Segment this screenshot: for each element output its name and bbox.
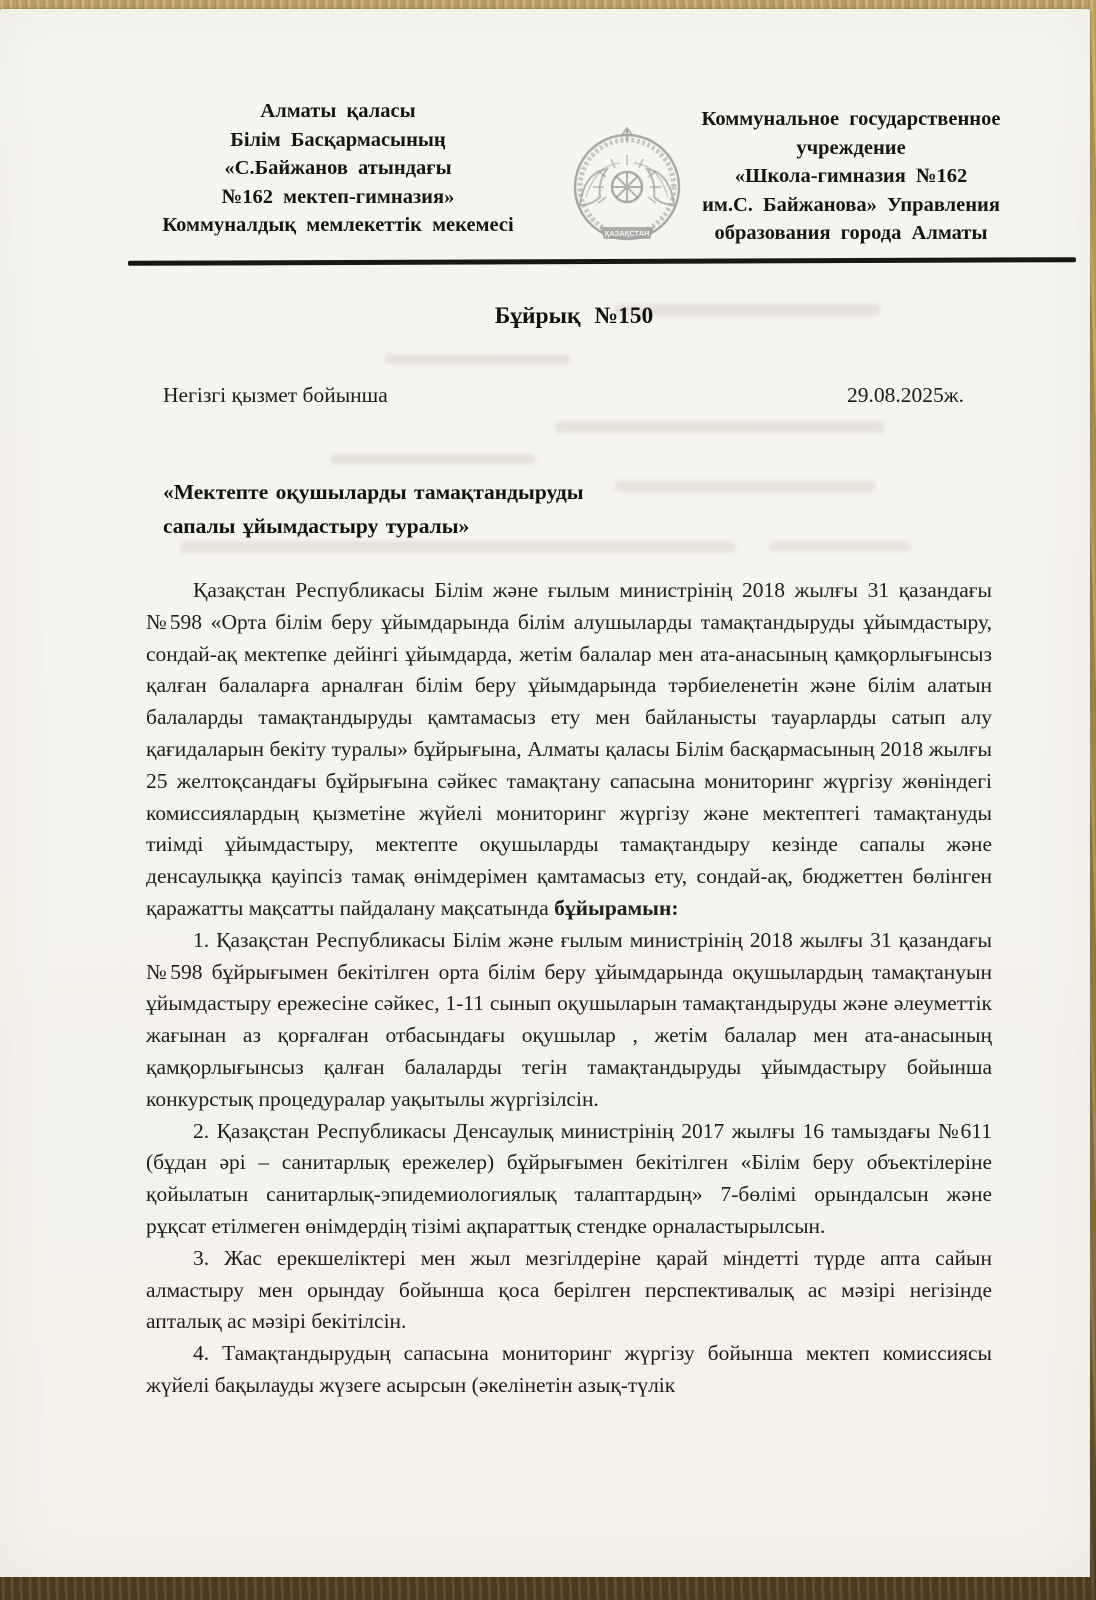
org-name-kazakh (112, 97, 564, 240)
org-name-russian (646, 105, 1056, 248)
document-paper (0, 9, 1090, 1577)
header-divider-rule (128, 257, 1076, 265)
org-line: «С.Байжанов атындағы (224, 157, 452, 179)
org-line: Алматы қаласы (260, 100, 416, 122)
order-body (146, 575, 992, 1402)
order-item-paragraph: 4. Тамақтандырудың сапасына мониторинг жүргізу бойынша мектеп комиссиясы жүйелі бақылауды жүзеге асырсын (әкелінетін азық-түлік (146, 1341, 992, 1397)
org-line: Білім Басқармасының (230, 128, 446, 151)
order-subject-line: «Мектепте оқушыларды тамақтандыруды (163, 480, 584, 504)
org-line: «Школа-гимназия №162 (734, 165, 968, 187)
org-line: учреждение (796, 136, 906, 159)
order-meta-row (163, 383, 964, 408)
order-verb-bold: бұйырамын: (554, 895, 679, 920)
preamble-paragraph: Қазақстан Республикасы Білім және ғылым министрінің 2018 жылғы 31 қазандағы №598 «Орта білім беру ұйымдарында білім алушыларды тамақтандыруды ұйымдастыру, сондай-ақ мектепке дейінгі ұйымдарда, жетім балалар мен ата-анасының қамқорлығынсыз қалған балаларға арналған білім беру ұйымдарында тәрбиеленетін және білім алатын балаларды тамақтандыруды қамтамасыз ету мен байланысты тауарларды сатып алу қағидаларын бекіту туралы» бұйрығына, Алматы қаласы Білім басқармасының 2018 жылғы 25 желтоқсандағы бұйрығына сәйкес тамақтану сапасына мониторинг жүргізу жөніндегі комиссиялардың қызметіне жүйелі мониторинг жүргізу және мектептегі тамақтануды тиімді ұйымдастыру, мектепте оқушыларды тамақтандыру кезінде сапалы және денсаулыққа қауіпсіз тамақ өнімдерімен қамтамасыз ету, сондай-ақ, бюджеттен бөлінген қаражатты мақсатты пайдалану мақсатында бұйырамын: (146, 578, 992, 920)
order-date: 29.08.2025ж. (847, 383, 964, 407)
org-line: Коммуналдық мемлекеттік мекемесі (162, 214, 514, 236)
emblem-caption: ҚАЗАҚСТАН (604, 229, 650, 238)
bleed-through-smudge (615, 481, 875, 492)
org-line: образования города Алматы (714, 222, 988, 244)
bleed-through-smudge (770, 541, 910, 551)
order-item-paragraph: 1. Қазақстан Республикасы Білім және ғылым министрінің 2018 жылғы 31 қазандағы №598 бұйрығымен бекітілген орта білім беру ұйымдарында оқушылардың тамақтануын ұйымдастыру ережесіне сәйкес, 1-11 сынып оқушыларын тамақтандыруды және әлеуметтік жағынан аз қорғалған отбасындағы оқушылар , жетім балалар мен ата-анасының қамқорлығынсыз қалған балаларды тегін тамақтандыруды ұйымдастыру бойынша конкурстық процедуралар уақытылы жүргізілсін. (146, 927, 992, 1111)
order-title: Бұйрық №150 (494, 303, 654, 329)
bleed-through-smudge (555, 421, 885, 433)
org-line: Коммунальное государственное (701, 108, 1001, 130)
order-subject-line: сапалы ұйымдастыру туралы» (163, 514, 470, 538)
order-item-paragraph: 3. Жас ерекшеліктері мен жыл мезгілдеріне қарай міндетті түрде апта сайын алмастыру мен орындау бойынша қоса берілген перспективалық ас мәзірі негізінде апталық ас мәзірі бекітілсін. (146, 1245, 992, 1334)
bleed-through-smudge (385, 354, 570, 364)
order-subject (163, 475, 584, 543)
order-item-paragraph: 2. Қазақстан Республикасы Денсаулық министрінің 2017 жылғы 16 тамыздағы №611 (бұдан әрі – санитарлық ережелер) бұйрығымен бекітілген «Білім беру объектілеріне қойылатын санитарлық-эпидемиологиялық талаптардың» 7-бөлімі орындалсын және рұқсат етілмеген өнімдердің тізімі ақпараттық стендке орналастырылсын. (146, 1118, 992, 1238)
org-line: им.С. Байжанова» Управления (702, 193, 1000, 216)
bleed-through-smudge (330, 454, 535, 464)
order-type-label: Негізгі қызмет бойынша (163, 383, 388, 407)
org-line: №162 мектеп-гимназия» (221, 185, 455, 208)
